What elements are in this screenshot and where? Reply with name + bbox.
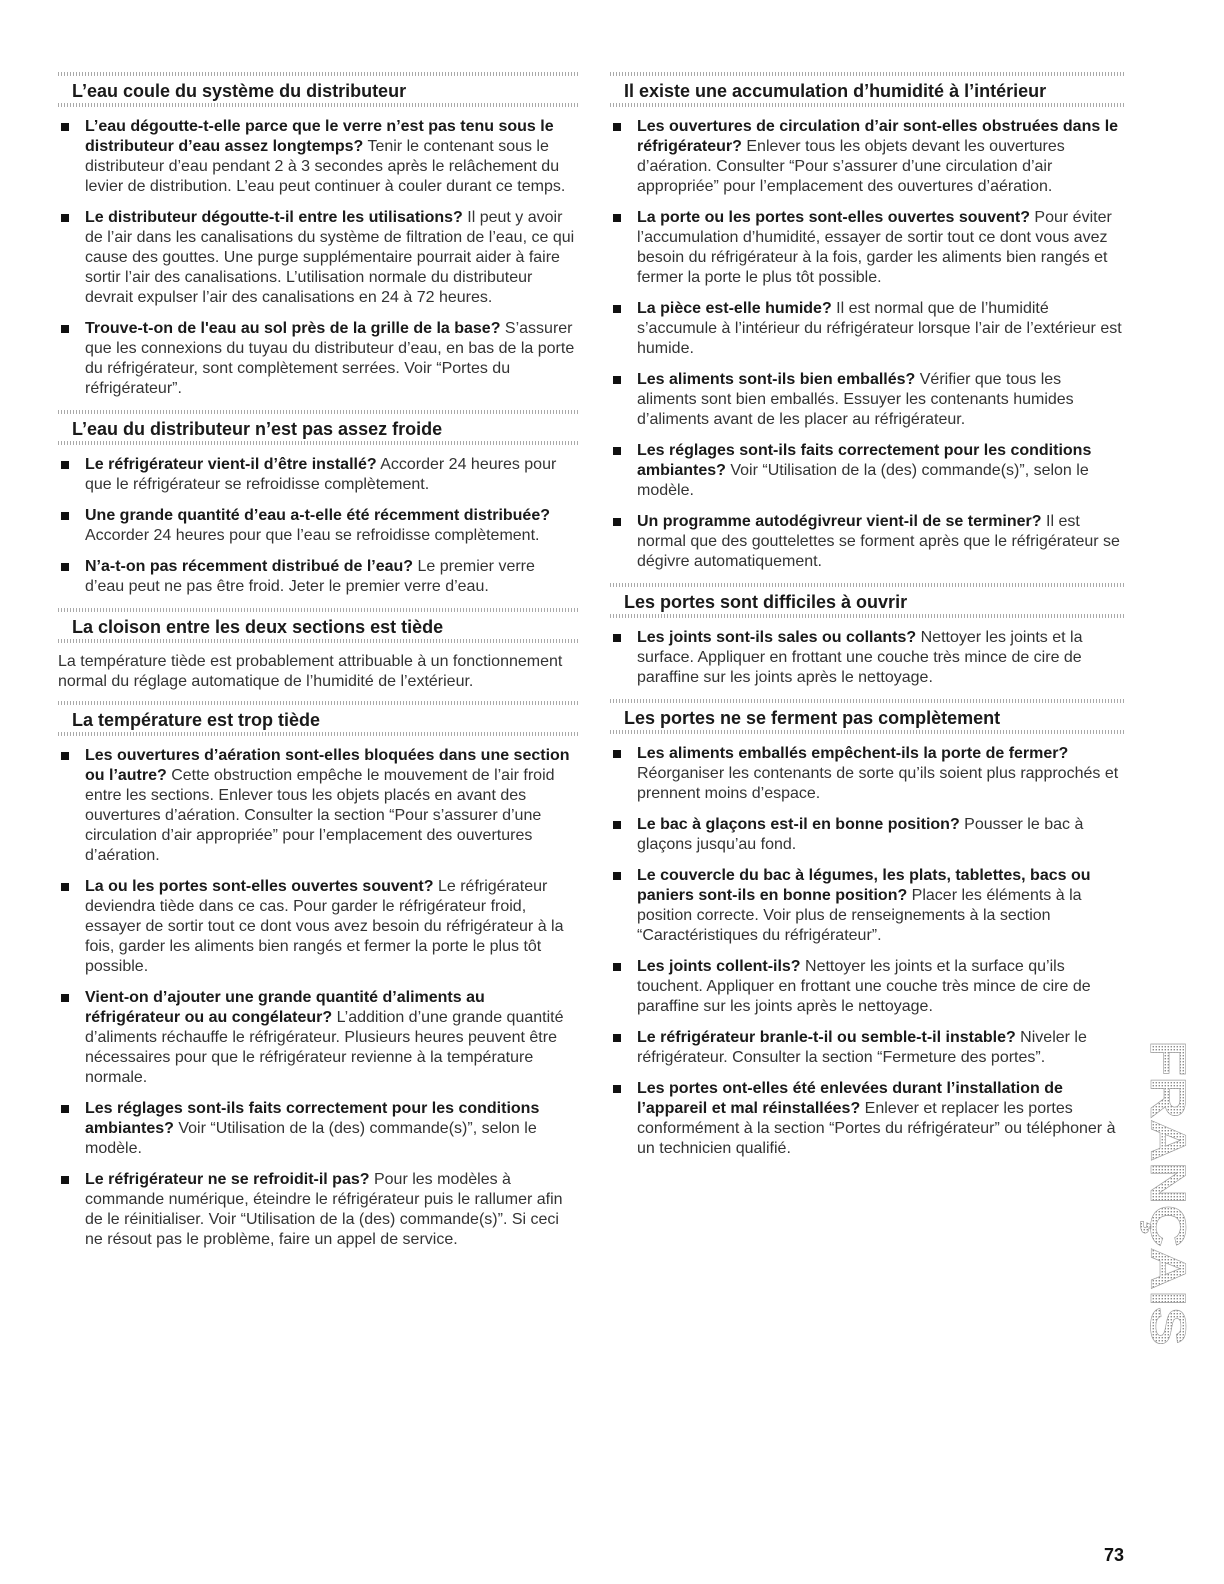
question-text: L’eau dégoutte-t-elle parce que le verre n’est pas tenu sous le distributeur d’eau assez longtemps? <box>85 118 554 155</box>
bullet-icon <box>613 750 621 758</box>
answer-text: Vérifier que tous les aliments sont bien emballés. Essuyer les contenants humides d’aliments avant de les placer au réfrigérateur. <box>637 371 1074 428</box>
list-item <box>610 441 1125 501</box>
list-item <box>610 628 1125 688</box>
answer-text: Placer les éléments à la position correcte. Voir plus de renseignements à la section “Caractéristiques du réfrigérateur”. <box>637 887 1082 944</box>
section-humidity-buildup <box>610 72 1125 572</box>
list-item <box>610 815 1125 855</box>
question-text: Trouve-t-on de l'eau au sol près de la grille de la base? <box>85 320 501 337</box>
list-item <box>58 455 578 495</box>
section-header <box>58 701 578 736</box>
answer-text: Nettoyer les joints et la surface qu’ils touchent. Appliquer en frottant une couche très mince de cire de paraffine sur les joints après le nettoyage. <box>637 958 1091 1015</box>
bullet-icon <box>61 123 69 131</box>
question-text: Les réglages sont-ils faits correctement pour les conditions ambiantes? <box>637 442 1092 479</box>
list-item <box>610 866 1125 946</box>
bullet-icon <box>613 634 621 642</box>
section-water-not-cold <box>58 410 578 597</box>
list-item <box>610 744 1125 804</box>
question-text: La porte ou les portes sont-elles ouvertes souvent? <box>637 209 1030 226</box>
answer-text: Le réfrigérateur deviendra tiède dans ce cas. Pour garder le réfrigérateur froid, essayer de sortir tout ce dont vous avez besoin du réfrigérateur à la fois, garder les aliments bien rangés et fermer la porte le plus tôt possible. <box>85 878 564 975</box>
question-text: Les aliments sont-ils bien emballés? <box>637 371 916 388</box>
question-text: Le réfrigérateur ne se refroidit-il pas? <box>85 1171 370 1188</box>
answer-text: Pousser le bac à glaçons jusqu’au fond. <box>637 816 1084 853</box>
troubleshoot-list <box>610 628 1125 688</box>
troubleshoot-list <box>610 117 1125 572</box>
section-divider-warm <box>58 608 578 692</box>
list-item <box>58 506 578 546</box>
answer-text: Pour éviter l’accumulation d’humidité, essayer de sortir tout ce dont vous avez besoin du réfrigérateur à la fois, garder les aliments bien rangés et fermer la porte le plus tôt possible. <box>637 209 1112 286</box>
question-text: Le couvercle du bac à légumes, les plats, tablettes, bacs ou paniers sont-ils en bonne position? <box>637 867 1091 904</box>
answer-text: Niveler le réfrigérateur. Consulter la section “Fermeture des portes”. <box>637 1029 1087 1066</box>
list-item <box>58 117 578 197</box>
question-text: Les réglages sont-ils faits correctement pour les conditions ambiantes? <box>85 1100 540 1137</box>
answer-text: Réorganiser les contenants de sorte qu’ils soient plus rapprochés et prennent moins d’espace. <box>637 765 1119 802</box>
bullet-icon <box>613 518 621 526</box>
question-text: Les ouvertures de circulation d’air sont-elles obstruées dans le réfrigérateur? <box>637 118 1119 155</box>
answer-text: Le premier verre d’eau peut ne pas être froid. Jeter le premier verre d’eau. <box>85 558 535 595</box>
list-item <box>58 557 578 597</box>
bullet-icon <box>613 214 621 222</box>
list-item <box>58 319 578 399</box>
left-column <box>58 72 578 1261</box>
section-header <box>610 583 1125 618</box>
section-header <box>58 410 578 445</box>
list-item <box>610 208 1125 288</box>
question-text: Les aliments emballés empêchent-ils la porte de fermer? <box>637 745 1069 762</box>
bullet-icon <box>613 963 621 971</box>
question-text: Un programme autodégivreur vient-il de se terminer? <box>637 513 1042 530</box>
question-text: Une grande quantité d’eau a-t-elle été récemment distribuée? <box>85 507 550 524</box>
section-doors-not-closing <box>610 699 1125 1159</box>
section-header <box>610 72 1125 107</box>
answer-text: L’addition d’une grande quantité d’aliments réchauffe le réfrigérateur. Plusieurs heures peuvent être nécessaires pour que le réfrigérateur revienne à la température normale. <box>85 1009 564 1086</box>
troubleshoot-list <box>58 117 578 399</box>
answer-text: Cette obstruction empêche le mouvement de l’air froid entre les sections. Enlever tous les objets placés en avant des ouvertures d’aération. Consulter la section “Pour s’assurer d’une circulation d’air appropriée” pour l’emplacement des ouvertures d’aération. <box>85 767 555 864</box>
bullet-icon <box>61 1176 69 1184</box>
list-item <box>610 512 1125 572</box>
list-item <box>610 957 1125 1017</box>
language-tab-graphic <box>1138 1040 1196 1350</box>
section-header <box>58 608 578 643</box>
answer-text: Il est normal que de l’humidité s’accumule à l’intérieur du réfrigérateur lorsque l’air de l’extérieur est humide. <box>637 300 1122 357</box>
bullet-icon <box>613 1085 621 1093</box>
troubleshoot-list <box>610 744 1125 1159</box>
language-side-tab <box>1138 1040 1196 1350</box>
language-tab-label: FRANÇAIS <box>1140 1040 1196 1299</box>
question-text: Le bac à glaçons est-il en bonne position? <box>637 816 960 833</box>
section-title: La température est trop tiède <box>72 710 321 730</box>
section-temperature-too-warm <box>58 701 578 1250</box>
bullet-icon <box>613 305 621 313</box>
page-number: 73 <box>1103 1545 1124 1565</box>
section-title: La cloison entre les deux sections est tiède <box>72 617 444 637</box>
bullet-icon <box>61 994 69 1002</box>
bullet-icon <box>613 872 621 880</box>
bullet-icon <box>613 821 621 829</box>
bullet-icon <box>61 512 69 520</box>
list-item <box>58 208 578 308</box>
answer-text: Pour les modèles à commande numérique, éteindre le réfrigérateur puis le rallumer afin de le réinitialiser. Voir “Utilisation de la (des) commande(s)”. Si ceci ne résout pas le problème, faire un appel de service. <box>85 1171 563 1248</box>
list-item <box>58 746 578 866</box>
right-column <box>610 72 1125 1170</box>
answer-text: Enlever et replacer les portes conformément à la section “Portes du réfrigérateur” ou téléphoner à un technicien qualifié. <box>637 1100 1116 1157</box>
bullet-icon <box>61 883 69 891</box>
section-title: L’eau du distributeur n’est pas assez froide <box>72 419 443 439</box>
bullet-icon <box>61 461 69 469</box>
answer-text: Tenir le contenant sous le distributeur d’eau pendant 2 à 3 secondes après le relâchement du levier de distribution. L’eau peut continuer à couler durant ce temps. <box>85 138 566 195</box>
troubleshoot-list <box>58 746 578 1250</box>
answer-text: Nettoyer les joints et la surface. Appliquer en frottant une couche très mince de cire de paraffine sur les joints après le nettoyage. <box>637 629 1083 686</box>
answer-text: Accorder 24 heures pour que le réfrigérateur se refroidisse complètement. <box>85 456 557 493</box>
question-text: Les ouvertures d’aération sont-elles bloquées dans une section ou l’autre? <box>85 747 570 784</box>
list-item <box>610 117 1125 197</box>
section-title: Les portes ne se ferment pas complètement <box>624 708 1001 728</box>
answer-text: Il peut y avoir de l’air dans les canalisations du système de filtration de l’eau, ce qui cause des gouttes. Une purge supplémentaire pourrait aider à faire sortir l’air des canalisations. L’utilisation normale du distributeur devrait expulser l’air des canalisations en 24 à 72 heures. <box>85 209 575 306</box>
bullet-icon <box>613 123 621 131</box>
section-paragraph: La température tiède est probablement attribuable à un fonctionnement normal du réglage automatique de l’humidité de l’extérieur. <box>58 653 563 690</box>
answer-text: Voir “Utilisation de la (des) commande(s)”, selon le modèle. <box>85 1120 537 1157</box>
question-text: La ou les portes sont-elles ouvertes souvent? <box>85 878 434 895</box>
section-doors-hard-to-open <box>610 583 1125 688</box>
question-text: Les joints sont-ils sales ou collants? <box>637 629 917 646</box>
list-item <box>58 877 578 977</box>
section-header <box>610 699 1125 734</box>
question-text: Les portes ont-elles été enlevées durant l’installation de l’appareil et mal réinstallées? <box>637 1080 1063 1117</box>
question-text: Les joints collent-ils? <box>637 958 801 975</box>
answer-text: Il est normal que des gouttelettes se forment après que le réfrigérateur se dégivre automatiquement. <box>637 513 1120 570</box>
troubleshoot-list <box>58 455 578 597</box>
section-title: L’eau coule du système du distributeur <box>72 81 407 101</box>
question-text: Le distributeur dégoutte-t-il entre les utilisations? <box>85 209 463 226</box>
bullet-icon <box>61 325 69 333</box>
answer-text: S’assurer que les connexions du tuyau du distributeur d’eau, en bas de la porte du réfrigérateur, sont complètement serrées. Voir “Portes du réfrigérateur”. <box>85 320 575 397</box>
bullet-icon <box>61 214 69 222</box>
bullet-icon <box>61 752 69 760</box>
list-item <box>610 299 1125 359</box>
answer-text: Accorder 24 heures pour que l’eau se refroidisse complètement. <box>85 527 540 544</box>
answer-text: Voir “Utilisation de la (des) commande(s)”, selon le modèle. <box>637 462 1089 499</box>
question-text: N’a-t-on pas récemment distribué de l’eau? <box>85 558 414 575</box>
section-title: Les portes sont difficiles à ouvrir <box>624 592 908 612</box>
question-text: Le réfrigérateur vient-il d’être installé? <box>85 456 377 473</box>
list-item <box>58 1099 578 1159</box>
list-item <box>610 1028 1125 1068</box>
list-item <box>58 1170 578 1250</box>
answer-text: Enlever tous les objets devant les ouvertures d’aération. Consulter “Pour s’assurer d’une circulation d’air appropriée” pour l’emplacement des ouvertures d’aération. <box>637 138 1065 195</box>
list-item <box>610 1079 1125 1159</box>
bullet-icon <box>61 1105 69 1113</box>
bullet-icon <box>613 1034 621 1042</box>
question-text: Vient-on d’ajouter une grande quantité d’aliments au réfrigérateur ou au congélateur? <box>85 989 485 1026</box>
list-item <box>58 988 578 1088</box>
section-water-leaks-dispenser <box>58 72 578 399</box>
bullet-icon <box>613 376 621 384</box>
section-title: Il existe une accumulation d’humidité à l’intérieur <box>624 81 1047 101</box>
bullet-icon <box>61 563 69 571</box>
question-text: Le réfrigérateur branle-t-il ou semble-t-il instable? <box>637 1029 1016 1046</box>
list-item <box>610 370 1125 430</box>
section-header <box>58 72 578 107</box>
question-text: La pièce est-elle humide? <box>637 300 832 317</box>
bullet-icon <box>613 447 621 455</box>
